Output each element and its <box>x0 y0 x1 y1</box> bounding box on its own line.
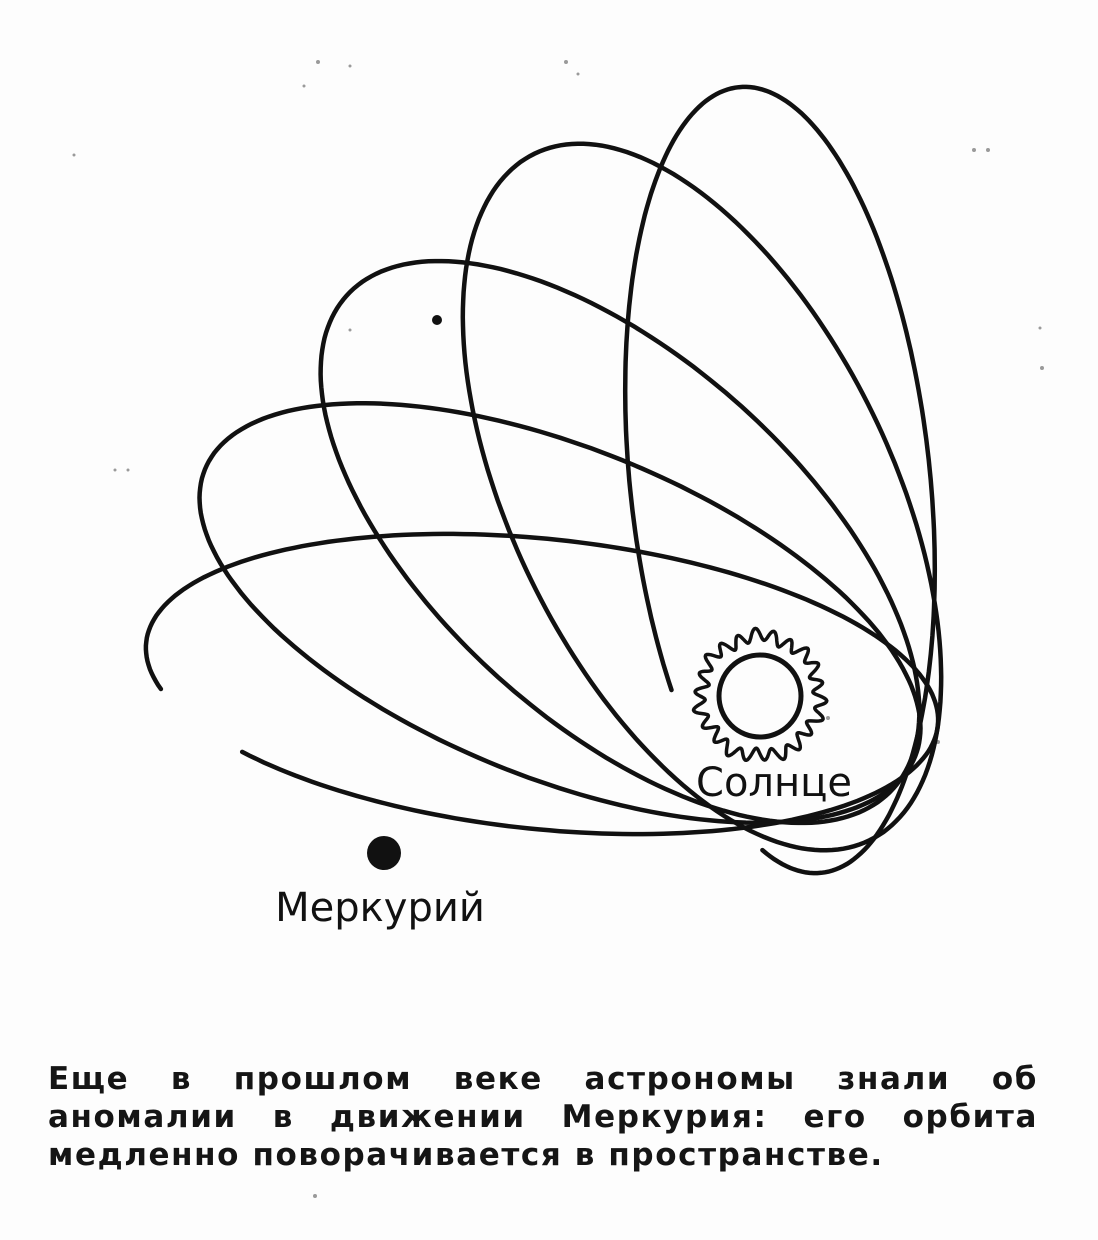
sun-label: Солнце <box>696 760 852 806</box>
stray-ink-dot <box>432 315 442 325</box>
planet-label: Меркурий <box>275 885 485 931</box>
planet-dot-icon <box>367 836 401 870</box>
sun-rays-icon <box>694 628 827 760</box>
orbit-3 <box>321 261 920 823</box>
sun <box>694 628 827 760</box>
orbits <box>146 87 941 873</box>
caption: Еще в прошлом веке астрономы знали об аномалии в движении Меркурия: его орбита медленно поворачивается в пространстве. <box>48 1061 1038 1173</box>
sun-icon <box>719 655 801 737</box>
